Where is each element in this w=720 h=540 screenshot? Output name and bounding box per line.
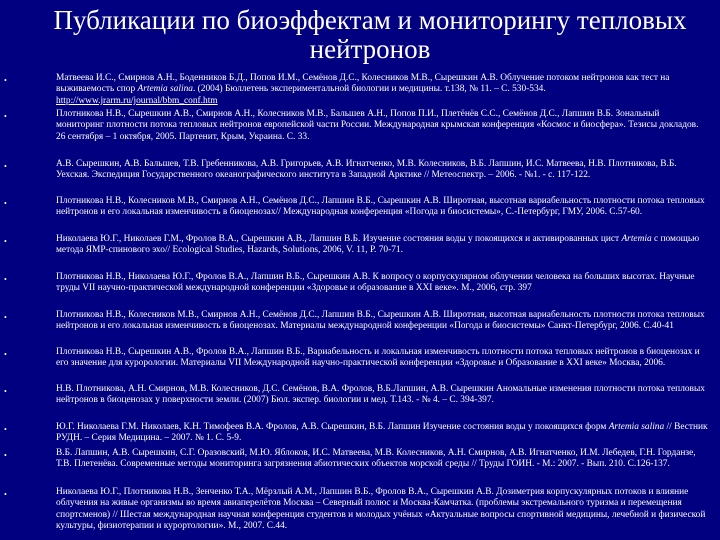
publication-text: [56, 422, 708, 445]
list-item: [0, 310, 720, 344]
bullet-icon: •: [4, 76, 7, 85]
citation-text: // Вестник РУДН. – Серия Медицина. – 2007. № 1. С. 5-9.: [56, 422, 708, 444]
citation-text: А.В. Сырешкин, А.В. Бальшев, Т.В. Гребенникова, А.В. Григорьев, А.В. Игнатченко, М.В. Колесников, В.Б. Лапшин, И.С. Матвеева, Н.В. Плотникова, В.Б. Уехская. Экспедиция Государственного океанографического института в Западной Арктике // Метеоспектр. – 2006. - №1. - с. 117-122.: [56, 159, 677, 181]
citation-text: Плотникова Н.В., Колесников М.В., Смирнов А.Н., Семёнов Д.С., Лапшин В.Б., Сырешкин А.В. Широтная, высотная вариабельность плотности потока тепловых нейтронов и его локальная изменчивость в биоценозах// Международная конференция «Погода и биосистемы», С.-Петербург, ГМУ, 2006. С.57-60.: [56, 196, 705, 218]
citation-text: Н.В. Плотникова, А.Н. Смирнов, М.В. Колесников, Д.С. Семёнов, В.А. Фролов, В.Б.Лапшин, А.В. Сырешкин Аномальные изменения плотности потока тепловых нейтронов в биоценозах у поверхности земли. (2007) Бюл. экспер. биологии и мед. Т.143. - № 4. – С. 394-397.: [56, 384, 705, 406]
bullet-icon: •: [4, 313, 7, 322]
citation-text: . (2004) Бюллетень экспериментальной биологии и медицины. т.138, № 11. – С. 530-534.: [192, 84, 546, 95]
publication-text: [56, 448, 708, 482]
publication-text: [56, 234, 708, 268]
publication-text: [56, 487, 708, 540]
list-item: [0, 347, 720, 381]
publication-text: [56, 310, 708, 344]
citation-text: с помощью метода ЯМР-спинового эхо// Ecological Studies, Hazards, Solutions, 2006, V. 11, Р. 70-71.: [56, 234, 700, 256]
publication-text: [56, 109, 708, 155]
bullet-icon: •: [4, 490, 7, 499]
list-item: [0, 234, 720, 268]
citation-text: Плотникова Н.В., Колесников М.В., Смирнов А.Н., Семёнов Д.С., Лапшин В.Б., Сырешкин А.В. Широтная, высотная вариабельность плотности потока тепловых нейтронов и его локальная изменчивость в биоценозах. Материалы международной конференции «Погода и биосистемы» Санкт-Петербург, 2006. С.40-41: [56, 310, 705, 332]
publication-text: [56, 196, 708, 230]
bullet-icon: •: [4, 275, 7, 284]
publication-text: [56, 159, 708, 193]
list-item: [0, 196, 720, 230]
publication-text: [56, 272, 708, 306]
bullet-icon: •: [4, 112, 7, 121]
bullet-icon: •: [4, 387, 7, 396]
citation-text: Ю.Г. Николаева Г.М. Николаев, К.Н. Тимофеев В.А. Фролов, А.В. Сырешкин, В.Б. Лапшин Изучение состояния воды у покоящихся форм: [56, 422, 609, 432]
citation-text: Матвеева И.С., Смирнов А.Н., Боденников Б.Д., Попов И.М., Семёнов Д.С., Колесников М.В., Сырешкин А.В. Облучение потоком нейтронов как тест на выживаемость спор: [56, 73, 670, 95]
publication-text: [56, 347, 708, 381]
publication-link[interactable]: http://www.jrarm.ru/journal/bbm_conf.htm: [56, 95, 218, 106]
bullet-icon: •: [4, 199, 7, 208]
list-item: [0, 487, 720, 540]
citation-text: Плотникова Н.В., Сырешкин А.В., Смирнов А.Н., Колесников М.В., Бальшев А.Н., Попов П.И., Плетёнёв С.С., Семёнов Д.С., Лапшин В.Б. Зональный мониторинг плотности потока тепловых нейтронов европейской части России. Международная крымская конференция «Космос и биосфера». Тезисы докладов. 26 сентября – 1 октября, 2005. Партенит, Крым, Украина. С. 33.: [56, 109, 699, 142]
list-item: [0, 448, 720, 482]
list-item: [0, 109, 720, 155]
species-name: Artemia salina: [137, 84, 193, 95]
species-name: Artemia salina: [608, 422, 665, 432]
bullet-icon: •: [4, 350, 7, 359]
bullet-icon: •: [4, 451, 7, 460]
page-title: Публикации по биоэффектам и мониторингу тепловых нейтронов: [53, 6, 687, 64]
bullet-icon: •: [4, 162, 7, 171]
citation-text: Плотникова Н.В., Сырешкин А.В., Фролов В.А., Лапшин В.Б., Вариабельность и локальная изменчивость плотности потока тепловых нейтронов в биоценозах и его значение для курорологии. Материалы VII Международной научно-практической конференции «Здоровье и Образование в XXI веке» Москва, 2006.: [56, 347, 700, 369]
publication-text: [56, 384, 708, 418]
citation-text: Николаева Ю.Г., Плотникова Н.В., Зенченко Т.А., Мёрзлый А.М., Лапшин В.Б., Фролов В.А., Сырешкин А.В. Дозиметрия корпускулярных потоков и влияние облучения на живые организмы во время авиаперелётов Москва – Северный полюс и Москва-Камчатка. (проблемы экстремального туризма и перемещения спортсменов) // Шестая международная научная конференция студентов и молодых учёных «Актуальные вопросы спортивной медицины, лечебной и физической культуры, физиотерапии и курортологии». М., 2007. С.44.: [56, 487, 706, 532]
list-item: [0, 272, 720, 306]
list-item: [0, 422, 720, 445]
list-item: [0, 384, 720, 418]
list-item: [0, 73, 720, 107]
list-item: [0, 159, 720, 193]
bullet-icon: •: [4, 237, 7, 246]
species-name: Artemia: [621, 234, 652, 244]
citation-text: Николаева Ю.Г., Николаев Г.М., Фролов В.А., Сырешкин А.В., Лапшин В.Б. Изучение состояния воды у покоящихся и активированных цист: [56, 234, 622, 244]
citation-text: Плотникова Н.В., Николаева Ю.Г., Фролов В.А., Лапшин В.Б., Сырешкин А.В. К вопросу о корпускулярном облучении человека на больших высотах. Научные труды VII научно-практической международной конференции «Здоровье и образование в XXI веке». М., 2006, стр. 397: [56, 272, 695, 294]
citation-text: В.Б. Лапшин, А.В. Сырешкин, С.Г. Оразовский, М.Ю. Яблоков, И.С. Матвеева, М.В. Колесников, А.Н. Смирнов, А.В. Игнатченко, И.М. Лебедев, Г.Н. Горданзе, Т.В. Плетенёва. Современные методы мониторинга загрязнения абиотических объектов морской среды // Труды ГОИН. - М.: 2007. - Вып. 210. С.126-137.: [56, 448, 696, 470]
bullet-icon: •: [4, 425, 7, 434]
publication-text: [56, 73, 708, 107]
